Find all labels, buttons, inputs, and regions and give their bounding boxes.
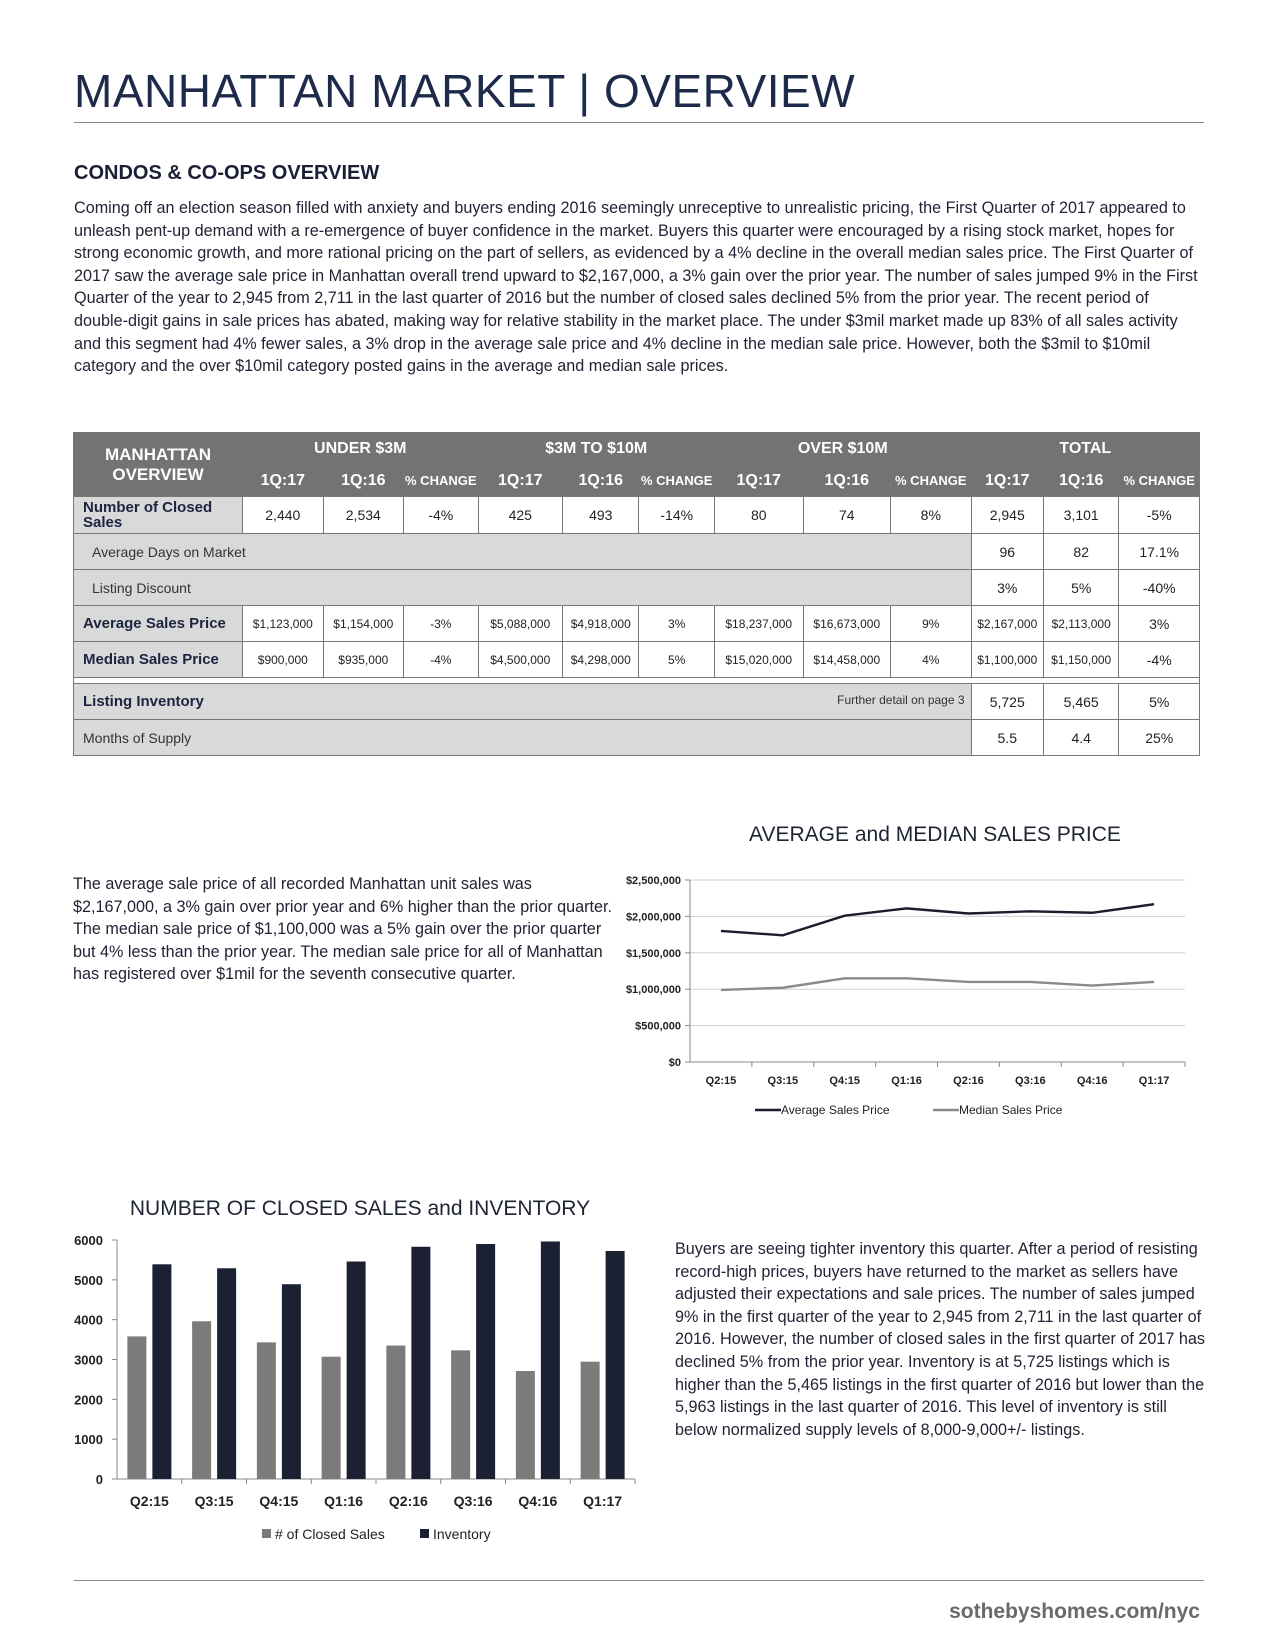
table-cell: 74 (803, 497, 891, 534)
row-label-listing-inventory (74, 684, 972, 720)
legend-swatch (262, 1529, 271, 1538)
col-header: % CHANGE (1119, 466, 1200, 497)
table-cell: -3% (404, 606, 478, 642)
legend-swatch (420, 1529, 429, 1538)
overview-table (73, 432, 1200, 756)
row-label-listing-discount: Listing Discount (74, 570, 972, 606)
footer-url[interactable]: sothebyshomes.com/nyc (949, 1600, 1200, 1623)
col-header: 1Q:16 (1043, 466, 1118, 497)
table-cell: 17.1% (1119, 534, 1200, 570)
row-label-median-price: Median Sales Price (74, 642, 243, 678)
table-cell: $18,237,000 (714, 606, 803, 642)
row-label-average-price: Average Sales Price (74, 606, 243, 642)
y-tick-label: $1,000,000 (625, 984, 681, 997)
y-tick-label: 0 (95, 1472, 103, 1487)
x-tick-label: Q1:16 (891, 1075, 922, 1087)
col-header: 1Q:17 (243, 466, 324, 497)
y-tick-label: 6000 (74, 1233, 103, 1248)
bar-inventory (541, 1241, 560, 1479)
y-tick-label: 3000 (74, 1352, 103, 1368)
bar-inventory (411, 1247, 430, 1479)
x-tick-label: Q4:15 (829, 1075, 860, 1087)
table-cell: 425 (478, 497, 563, 534)
x-tick-label: Q1:17 (1138, 1075, 1170, 1087)
table-corner: MANHATTAN OVERVIEW (74, 433, 243, 497)
bar-inventory (476, 1244, 495, 1479)
table-cell: $4,918,000 (563, 606, 639, 642)
bar-closed-sales (581, 1362, 600, 1479)
table-row (74, 720, 1200, 756)
table-cell: 5.5 (971, 720, 1043, 756)
col-header: 1Q:17 (478, 466, 563, 497)
legend-label: Average Sales Price (781, 1103, 890, 1117)
col-header: 1Q:16 (323, 466, 404, 497)
x-tick-label: Q4:16 (518, 1493, 558, 1509)
col-header: 1Q:17 (714, 466, 803, 497)
bar-inventory (217, 1268, 236, 1479)
legend-label: Inventory (433, 1526, 491, 1542)
y-tick-label: 1000 (74, 1432, 103, 1448)
table-cell: 25% (1119, 720, 1200, 756)
y-tick-label: 4000 (74, 1312, 103, 1328)
table-cell: 5,465 (1043, 684, 1118, 720)
table-cell: $5,088,000 (478, 606, 563, 642)
table-cell: 3% (639, 606, 714, 642)
y-tick-label: 2000 (74, 1392, 103, 1408)
table-cell: $2,167,000 (971, 606, 1043, 642)
table-row (74, 497, 1200, 534)
table-cell: $1,100,000 (971, 642, 1043, 678)
table-cell: 2,534 (323, 497, 404, 534)
table-cell: 5,725 (971, 684, 1043, 720)
table-cell: $935,000 (323, 642, 404, 678)
bar-inventory (282, 1284, 301, 1479)
table-row (74, 606, 1200, 642)
bar-inventory (152, 1264, 171, 1479)
group-3m-10m: $3M TO $10M (478, 433, 714, 466)
bar-inventory (606, 1251, 625, 1479)
sales-bar-chart (60, 1225, 640, 1545)
footer-divider (74, 1580, 1204, 1581)
table-cell: -4% (404, 497, 478, 534)
table-cell: 96 (971, 534, 1043, 570)
section-title: CONDOS & CO-OPS OVERVIEW (74, 162, 380, 184)
row-label-months-supply: Months of Supply (74, 720, 972, 756)
inventory-note: Further detail on page 3 (837, 693, 965, 707)
table-cell: 493 (563, 497, 639, 534)
bar-closed-sales (257, 1342, 276, 1479)
x-tick-label: Q2:16 (953, 1075, 984, 1087)
table-cell: 2,945 (971, 497, 1043, 534)
col-header: 1Q:16 (803, 466, 891, 497)
table-row (74, 534, 1200, 570)
intro-paragraph: Coming off an election season filled with anxiety and buyers ending 2016 seemingly unreceptive to unrealistic pricing, the First Quarter of 2017 appeared to unleash pent-up demand with a re-emergence of buyer confidence in the market. Buyers this quarter were encouraged by a rising stock market, hopes for strong economic growth, and more rational pricing on the part of sellers, as evidenced by a 4% decline in the overall median sales price. The First Quarter of 2017 saw the average sale price in Manhattan overall trend upward to $2,167,000, a 3% gain over the prior year. The number of sales jumped 9% in the First Quarter of the year to 2,945 from 2,711 in the last quarter of 2016 but the number of closed sales declined 5% from the prior year. The recent period of double-digit gains in sale prices has abated, making way for relative stability in the market place. The under $3mil market made up 83% of all sales activity and this segment had 4% fewer sales, a 3% drop in the average sale price and 4% decline in the median sale price. However, both the $3mil to $10mil category and the over $10mil category posted gains in the average and median sale prices. (74, 199, 1198, 376)
series-line-average-sales-price (721, 904, 1154, 935)
series-line-median-sales-price (721, 978, 1154, 990)
bar-closed-sales (192, 1321, 211, 1479)
table-cell: 8% (891, 497, 972, 534)
table-cell: -4% (1119, 642, 1200, 678)
sales-chart-title: NUMBER OF CLOSED SALES and INVENTORY (129, 1197, 591, 1220)
bar-closed-sales (386, 1346, 405, 1479)
x-tick-label: Q2:15 (705, 1075, 737, 1087)
table-cell: 3% (971, 570, 1043, 606)
table-cell: 5% (639, 642, 714, 678)
table-cell: $1,123,000 (243, 606, 324, 642)
title-divider (74, 122, 1204, 123)
y-tick-label: $1,500,000 (625, 947, 681, 960)
col-header: % CHANGE (404, 466, 478, 497)
row-label-closed-sales: Number of Closed Sales (74, 497, 243, 534)
x-tick-label: Q3:15 (767, 1075, 799, 1087)
table-cell: $1,150,000 (1043, 642, 1118, 678)
table-cell: $14,458,000 (803, 642, 891, 678)
col-header: % CHANGE (891, 466, 972, 497)
y-tick-label: $2,000,000 (625, 911, 681, 924)
x-tick-label: Q1:17 (583, 1493, 623, 1509)
table-cell: $4,500,000 (478, 642, 563, 678)
table-cell: $1,154,000 (323, 606, 404, 642)
page-title: MANHATTAN MARKET | OVERVIEW (74, 65, 856, 117)
y-tick-label: 5000 (74, 1272, 103, 1288)
table-cell: 80 (714, 497, 803, 534)
group-under-3m: UNDER $3M (243, 433, 478, 466)
table-cell: 2,440 (243, 497, 324, 534)
legend-label: # of Closed Sales (275, 1526, 385, 1542)
table-row (74, 684, 1200, 720)
table-cell: 5% (1043, 570, 1118, 606)
inventory-commentary: Buyers are seeing tighter inventory this quarter. After a period of resisting record-high prices, buyers have returned to the market as sellers have adjusted their expectations and sale prices. The number of sales jumped 9% in the first quarter of the year to 2,945 from 2,711 in the last quarter of 2016. However, the number of closed sales in the first quarter of 2017 has declined 5% from the prior year. Inventory is at 5,725 listings which is higher than the 5,465 listings in the first quarter of 2016 but lower than the 5,963 listings in the last quarter of 2016. This level of inventory is still below normalized supply levels of 8,000-9,000+/- listings. (675, 1240, 1205, 1439)
col-header: 1Q:17 (971, 466, 1043, 497)
table-cell: $900,000 (243, 642, 324, 678)
table-cell: $16,673,000 (803, 606, 891, 642)
x-tick-label: Q4:15 (259, 1493, 299, 1509)
legend-label: Median Sales Price (959, 1103, 1063, 1117)
price-line-chart (620, 862, 1190, 1182)
col-header: % CHANGE (639, 466, 714, 497)
group-over-10m: OVER $10M (714, 433, 971, 466)
table-cell: 9% (891, 606, 972, 642)
x-tick-label: Q3:16 (1015, 1075, 1046, 1087)
price-chart-title: AVERAGE and MEDIAN SALES PRICE (749, 823, 1121, 846)
bar-closed-sales (451, 1350, 470, 1479)
x-tick-label: Q3:16 (453, 1493, 493, 1509)
bar-closed-sales (127, 1336, 146, 1479)
inventory-label: Listing Inventory (83, 693, 204, 710)
y-tick-label: $0 (668, 1057, 681, 1069)
x-tick-label: Q4:16 (1076, 1075, 1108, 1087)
bar-inventory (347, 1262, 366, 1479)
table-cell: 4.4 (1043, 720, 1118, 756)
table-row (74, 570, 1200, 606)
table-cell: $15,020,000 (714, 642, 803, 678)
x-tick-label: Q2:15 (129, 1493, 169, 1509)
table-cell: -5% (1119, 497, 1200, 534)
table-cell: 3,101 (1043, 497, 1118, 534)
col-header: 1Q:16 (563, 466, 639, 497)
table-cell: 82 (1043, 534, 1118, 570)
table-row (74, 642, 1200, 678)
table-cell: 3% (1119, 606, 1200, 642)
y-tick-label: $2,500,000 (625, 875, 681, 887)
table-cell: $2,113,000 (1043, 606, 1118, 642)
bar-closed-sales (322, 1357, 341, 1479)
bar-closed-sales (516, 1371, 535, 1479)
table-cell: -4% (404, 642, 478, 678)
table-cell: -40% (1119, 570, 1200, 606)
y-tick-label: $500,000 (635, 1020, 681, 1033)
table-cell: 4% (891, 642, 972, 678)
price-commentary: The average sale price of all recorded Manhattan unit sales was $2,167,000, a 3% gain over prior year and 6% higher than the prior quarter. The median sale price of $1,100,000 was a 5% gain over the prior quarter but 4% less than the prior year. The median sale price for all of Manhattan has registered over $1mil for the seventh consecutive quarter. (73, 875, 613, 984)
x-tick-label: Q2:16 (388, 1493, 428, 1509)
table-cell: 5% (1119, 684, 1200, 720)
row-label-days-on-market: Average Days on Market (74, 534, 972, 570)
table-cell: $4,298,000 (563, 642, 639, 678)
group-total: TOTAL (971, 433, 1199, 466)
table-cell: -14% (639, 497, 714, 534)
x-tick-label: Q3:15 (194, 1493, 234, 1509)
x-tick-label: Q1:16 (324, 1493, 364, 1509)
